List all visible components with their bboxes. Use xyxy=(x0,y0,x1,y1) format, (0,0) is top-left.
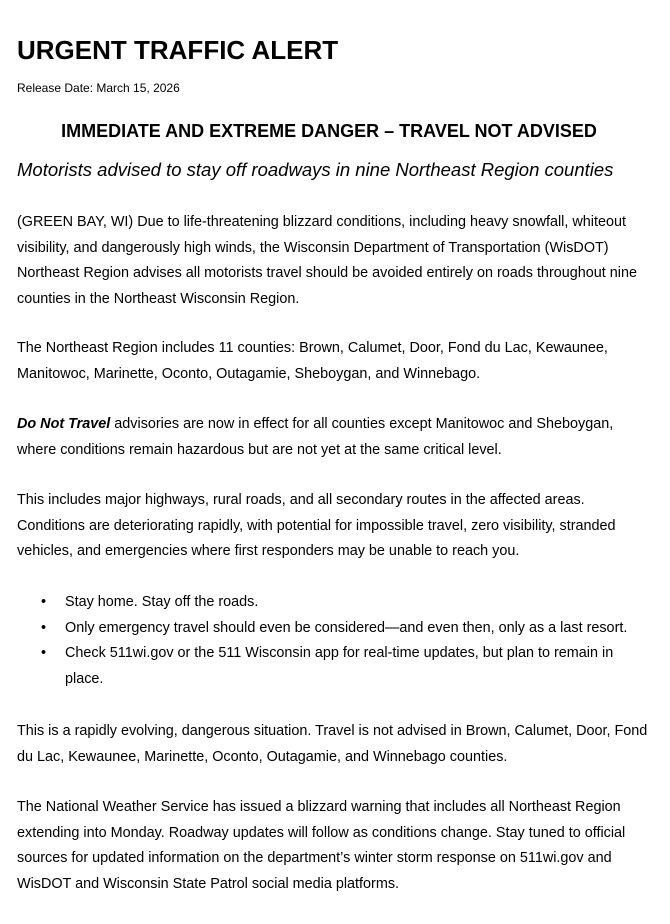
release-date: Release Date: March 15, 2026 xyxy=(17,81,180,95)
list-item-text: Stay home. Stay off the roads. xyxy=(65,594,259,610)
advisory-paragraph xyxy=(17,412,653,463)
list-item-text: Only emergency travel should even be considered—and even then, only as a last resort. xyxy=(65,619,628,636)
scope-paragraph: This includes major highways, rural roads, and all secondary routes in the affected areas. Conditions are deteriorating rapidly, with potential for impossible travel, zero visibility, stranded vehicles, and emergencies where first responders may be unable to reach you. xyxy=(17,492,616,560)
headline: IMMEDIATE AND EXTREME DANGER – TRAVEL NOT ADVISED xyxy=(61,121,597,141)
advisory-text: advisories are now in effect for all counties except Manitowoc and Sheboygan, where conditions remain hazardous but are not yet at the same critical level. xyxy=(17,416,614,458)
bullet-icon: • xyxy=(41,594,47,610)
nws-paragraph: The National Weather Service has issued a blizzard warning that includes all Northeast Region extending into Monday. Roadway updates will follow as conditions change. Stay tuned to official sources for updated information on the department’s winter storm response on 511wi.gov and WisDOT and Wisconsin State Patrol social media platforms. xyxy=(17,799,626,892)
situation-paragraph: This is a rapidly evolving, dangerous situation. Travel is not advised in Brown, Calumet, Door, Fond du Lac, Kewaunee, Marinette, Oconto, Outagamie, and Winnebago counties. xyxy=(17,723,648,765)
bullet-icon: • xyxy=(41,619,47,636)
intro-paragraph: (GREEN BAY, WI) Due to life-threatening blizzard conditions, including heavy snowfall, whiteout visibility, and dangerously high winds, the Wisconsin Department of Transportation (WisDOT) Northeast Region advises all motorists travel should be avoided entirely on roads throughout nine counties in the Northeast Wisconsin Region. xyxy=(17,214,637,307)
do-not-travel-emphasis: Do Not Travel xyxy=(17,416,111,432)
list-item xyxy=(17,590,653,616)
list-item xyxy=(17,641,653,692)
bullet-icon: • xyxy=(41,645,47,662)
list-item xyxy=(17,616,653,642)
alert-title: URGENT TRAFFIC ALERT xyxy=(17,35,339,65)
advice-list xyxy=(17,590,653,692)
region-paragraph: The Northeast Region includes 11 counties: Brown, Calumet, Door, Fond du Lac, Kewaunee, Manitowoc, Marinette, Oconto, Outagamie, Sheboygan, and Winnebago. xyxy=(17,340,608,382)
list-item-text: Check 511wi.gov or the 511 Wisconsin app for real-time updates, but plan to remain in place. xyxy=(65,645,614,687)
subheadline: Motorists advised to stay off roadways in nine Northeast Region counties xyxy=(17,159,614,180)
